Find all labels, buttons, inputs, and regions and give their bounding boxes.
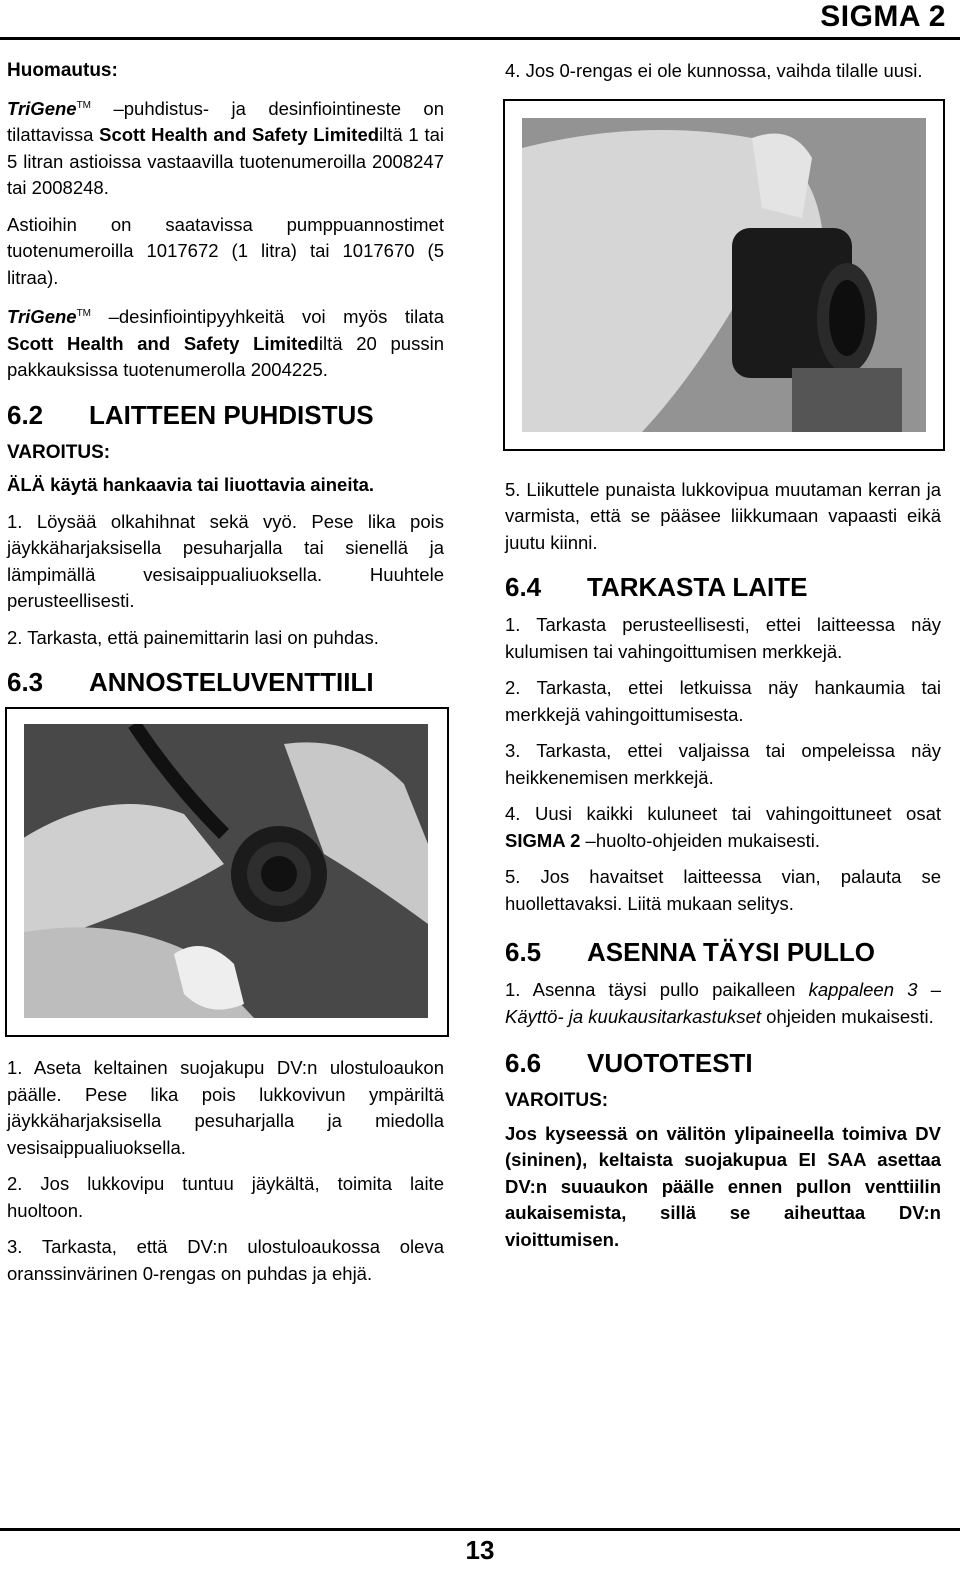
list-item: 1. Löysää olkahihnat sekä vyö. Pese lika pois jäykkäharjaksisella pesuharjalla tai sienellä ja lämpimällä vesisaippualiuoksella. Huuhtele perusteellisesti. [7, 510, 444, 612]
right-column [505, 58, 941, 1263]
list-item [505, 977, 941, 1030]
section-heading-6-6 [505, 1046, 941, 1080]
footer-rule [0, 1528, 960, 1531]
list-item: 2. Tarkasta, että painemittarin lasi on puhdas. [7, 626, 379, 648]
list-item: 3. Tarkasta, että DV:n ulostuloaukossa oleva oranssinvärinen 0-rengas on puhdas ja ehjä. [7, 1236, 444, 1284]
section-heading-6-2 [7, 398, 444, 432]
text: iltä 1 tai 5 litran astioissa vastaavilla tuotenumeroilla 2008247 tai 2008248. [7, 124, 444, 199]
list-item: 2. Jos lukkovipu tuntuu jäykältä, toimita laite huoltoon. [7, 1173, 444, 1221]
product-name: SIGMA 2 [505, 829, 581, 851]
company-name: Scott Health and Safety Limited [7, 332, 319, 354]
warning-text: Jos kyseessä on välitön ylipaineella toimiva DV (sininen), keltaista suojakupua EI SAA asettaa DV:n suuaukon päälle ennen pullon venttiilin aukaisemista, sillä se aiheuttaa DV:n vioittumisen. [505, 1122, 941, 1250]
chapter-reference: kappaleen 3 – Käyttö- ja kuukausitarkastukset [505, 979, 941, 1027]
brand-name: TriGene [7, 306, 77, 328]
section-heading-6-5 [505, 935, 941, 969]
warning-label: VAROITUS: [7, 441, 111, 463]
section-heading-6-4 [505, 570, 941, 604]
section-title: TARKASTA LAITE [587, 572, 808, 602]
warning-label: VAROITUS: [505, 1090, 609, 1111]
section-heading-6-3 [7, 665, 444, 699]
list-item: 1. Aseta keltainen suojakupu DV:n ulostuloaukon päälle. Pese lika pois lukkovivun ympäriltä jäykkäharjaksisella pesuharjalla ja miedolla vesisaippualiuoksella. [7, 1057, 444, 1158]
photo-valve-cleaning [5, 707, 449, 1037]
left-column [7, 58, 444, 1297]
text: iltä 20 pussin pakkauksissa tuotenumerolla 2004225. [7, 332, 444, 381]
photo-image [522, 118, 926, 432]
list-item: 5. Jos havaitset laitteessa vian, palauta se huollettavaksi. Liitä mukaan selitys. [505, 866, 941, 914]
text: –huolto-ohjeiden mukaisesti. [580, 829, 821, 851]
list-item [505, 801, 941, 854]
note-paragraph-1 [7, 93, 444, 202]
trademark: TM [76, 308, 92, 320]
trademark: TM [76, 99, 92, 111]
text: –puhdistus- ja desinfiointineste on tilattavissa [7, 97, 444, 146]
list-item: 1. Tarkasta perusteellisesti, ettei laitteessa näy kulumisen tai vahingoittumisen merkkejä. [505, 614, 941, 662]
photo-image [24, 724, 428, 1018]
section-number: 6.2 [7, 399, 44, 430]
section-number: 6.5 [505, 937, 542, 967]
section-number: 6.3 [7, 667, 44, 698]
photo-o-ring-valve [503, 99, 945, 451]
note-paragraph-3 [7, 301, 444, 384]
section-title: VUOTOTESTI [587, 1048, 753, 1078]
section-title: ASENNA TÄYSI PULLO [587, 937, 875, 967]
list-item: 3. Tarkasta, ettei valjaissa tai ompeleissa näy heikkenemisen merkkejä. [505, 740, 941, 788]
section-title: LAITTEEN PUHDISTUS [89, 399, 374, 430]
text: 4. Uusi kaikki kuluneet tai vahingoittuneet osat [505, 803, 941, 824]
list-item: 5. Liikuttele punaista lukkovipua muutaman kerran ja varmista, että se pääsee liikkumaan vapaasti eikä juutu kiinni. [505, 478, 941, 553]
company-name: Scott Health and Safety Limited [99, 124, 380, 146]
section-number: 6.6 [505, 1048, 542, 1078]
warning-text: ÄLÄ käytä hankaavia tai liuottavia aineita. [7, 474, 375, 496]
list-item: 4. Jos 0-rengas ei ole kunnossa, vaihda tilalle uusi. [505, 60, 923, 81]
header-title: SIGMA 2 [820, 0, 946, 33]
text: 1. Asenna täysi pullo paikalleen [505, 979, 809, 1000]
text: ohjeiden mukaisesti. [761, 1005, 934, 1027]
section-number: 6.4 [505, 572, 542, 602]
brand-name: TriGene [7, 97, 77, 119]
page-number: 13 [465, 1535, 495, 1565]
note-paragraph-2: Astioihin on saatavissa pumppuannostimet tuotenumeroilla 1017672 (1 litra) tai 1017670 (5 litraa). [7, 213, 444, 288]
text: –desinfiointipyyhkeitä voi myös tilata [91, 306, 444, 328]
note-label: Huomautus: [7, 60, 118, 81]
header-rule [0, 37, 960, 40]
section-title: ANNOSTELUVENTTIILI [89, 667, 374, 698]
list-item: 2. Tarkasta, ettei letkuissa näy hankaumia tai merkkejä vahingoittumisesta. [505, 677, 941, 725]
